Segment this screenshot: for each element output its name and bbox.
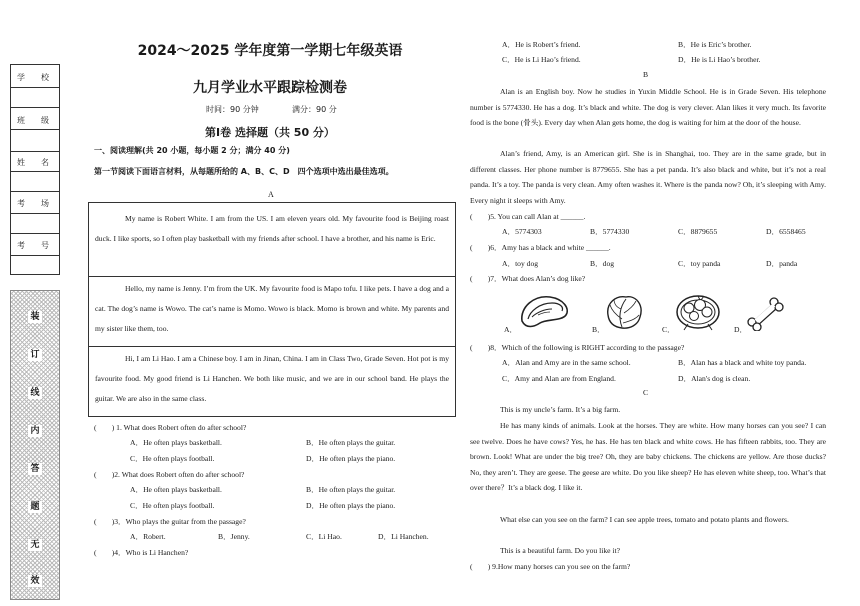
question-option[interactable]: B．5774330 — [590, 227, 630, 236]
field-exam-room: 考 场 — [17, 199, 53, 208]
question-option[interactable]: C．Li Hao. — [306, 532, 342, 541]
exam-time: 时间：90 分钟 — [206, 105, 259, 114]
seal-char: 订 — [30, 350, 40, 360]
question-stem: ( )2. What does Robert often do after school? — [94, 470, 245, 479]
exam-score: 满分：90 分 — [292, 105, 337, 114]
passage-a-paragraph: Hi, I am Li Hao. I am a Chinese boy. I am in Jinan, China. I am in Class Two, Grade Seven. Hot pot is my favourite food. My good friend is Li Hanchen. We both like music, and we are in our school band. He plays the guitar. We are also in the same class. — [95, 354, 449, 403]
question-option[interactable]: A．He often plays basketball. — [130, 485, 222, 494]
divider — [11, 129, 59, 130]
question-option[interactable]: A．He is Robert’s friend. — [502, 40, 581, 49]
divider — [11, 87, 59, 88]
question-option[interactable]: D．He often plays the piano. — [306, 501, 396, 510]
question-option[interactable]: A． — [504, 325, 518, 334]
question-option[interactable]: D．He is Li Hao’s brother. — [678, 55, 761, 64]
seal-char: 题 — [30, 502, 40, 512]
passage-c-paragraph: This is a beautiful farm. Do you like it? — [500, 546, 620, 555]
divider — [11, 151, 59, 152]
seal-char: 无 — [30, 540, 40, 550]
bone-icon[interactable] — [746, 297, 786, 331]
seal-line-strip — [10, 290, 60, 600]
passage-a-box — [88, 202, 456, 417]
question-option[interactable]: D．6558465 — [766, 227, 806, 236]
part-heading: 一、阅读理解(共 20 小题，每小题 2 分；满分 40 分) — [94, 146, 290, 155]
question-option[interactable]: B． — [592, 325, 605, 334]
passage-b-label: B — [643, 70, 649, 79]
student-info-box — [10, 64, 60, 275]
divider — [11, 233, 59, 234]
question-option[interactable]: D．He often plays the piano. — [306, 454, 396, 463]
question-stem: ( )6．Amy has a black and white ______. — [470, 243, 611, 252]
question-option[interactable]: C．Amy and Alan are from England. — [502, 374, 616, 383]
divider — [11, 107, 59, 108]
question-option[interactable]: D． — [734, 325, 748, 334]
question-stem: ( ) 9.How many horses can you see on the farm? — [470, 562, 631, 571]
question-option[interactable]: A．toy dog — [502, 259, 539, 268]
passage-c-paragraph: What else can you see on the farm? I can see apple trees, tomato and potato plants and flowers. — [500, 515, 789, 524]
divider — [89, 346, 455, 347]
divider — [11, 255, 59, 256]
question-stem: ( )3．Who plays the guitar from the passage? — [94, 517, 246, 526]
seal-char: 装 — [30, 312, 40, 322]
question-stem: ( ) 1. What does Robert often do after school? — [94, 423, 247, 432]
seal-char: 内 — [30, 426, 40, 436]
seal-char: 线 — [30, 388, 40, 398]
seal-char: 效 — [30, 576, 40, 586]
question-option[interactable]: D．Alan's dog is clean. — [678, 374, 751, 383]
divider — [11, 213, 59, 214]
question-option[interactable]: C．He often plays football. — [130, 501, 215, 510]
question-option[interactable]: C． — [662, 325, 675, 334]
vegetable-basket-icon[interactable] — [674, 290, 722, 334]
question-option[interactable]: C．He is Li Hao’s friend. — [502, 55, 581, 64]
field-class: 班 级 — [17, 116, 53, 125]
passage-c-paragraph: This is my uncle’s farm. It’s a big farm. — [500, 405, 621, 414]
question-option[interactable]: C．He often plays football. — [130, 454, 215, 463]
question-stem: ( )8．Which of the following is RIGHT according to the passage? — [470, 343, 685, 352]
question-option[interactable]: C．8879655 — [678, 227, 718, 236]
passage-c-label: C — [643, 388, 649, 397]
question-option[interactable]: B．He often plays the guitar. — [306, 438, 396, 447]
question-option[interactable]: B．He is Eric’s brother. — [678, 40, 752, 49]
passage-b-paragraph: Alan is an English boy. Now he studies in Yuxin Middle School. He is in Grade Seven. His telephone number is 5774330. He has a dog. It’s black and white. The dog is very clever. Alan likes it very much. Its favorite food is the bone (骨头). Every day when Alan gets home, the dog is waiting for him at the door of the house. — [470, 87, 826, 128]
question-stem: ( )4．Who is Li Hanchen? — [94, 548, 189, 557]
seal-char: 答 — [30, 464, 40, 474]
section-title: 第Ⅰ卷 选择题（共 50 分） — [205, 126, 335, 139]
field-school: 学 校 — [17, 73, 53, 82]
question-option[interactable]: D．panda — [766, 259, 798, 268]
exam-title-line1: 2024～2025 学年度第一学期七年级英语 — [137, 43, 403, 59]
question-option[interactable]: C．toy panda — [678, 259, 721, 268]
question-option[interactable]: A．5774303 — [502, 227, 542, 236]
passage-a-paragraph: My name is Robert White. I am from the US. I am eleven years old. My favourite food is Beijing roast duck. I like sports, so I often play basketball with my friends after school. I have a brother, and his name is Eric. — [95, 214, 449, 243]
question-option[interactable]: B．Jenny. — [218, 532, 250, 541]
question-option[interactable]: B．He often plays the guitar. — [306, 485, 396, 494]
divider — [11, 191, 59, 192]
question-stem: ( )5. You can call Alan at ______. — [470, 212, 586, 221]
question-option[interactable]: B．dog — [590, 259, 615, 268]
passage-a-label: A — [268, 190, 274, 199]
exam-title-line2: 九月学业水平跟踪检测卷 — [193, 80, 347, 96]
cabbage-icon[interactable] — [602, 291, 646, 333]
question-option[interactable]: A．He often plays basketball. — [130, 438, 222, 447]
divider — [89, 276, 455, 277]
divider — [11, 171, 59, 172]
steak-icon[interactable] — [516, 291, 572, 333]
passage-a-paragraph: Hello, my name is Jenny. I’m from the UK. My favourite food is Mapo tofu. I like pets. I have a dog and a cat. The dog’s name is Wowo. The cat’s name is Momo. Wowo is black. Momo is brown and white. My parents and my sister like them, too. — [95, 284, 449, 333]
field-name: 姓 名 — [17, 158, 53, 167]
passage-b-paragraph: Alan’s friend, Amy, is an American girl. She is in Shanghai, too. They are in the same grade, but in different classes. Her phone number is 8779655. She has a pet panda. It’s also black and white, but it’s not a real panda. It’s a toy. The panda is very clean. Amy often washes it. Where is the panda now? Oh, it’s sleeping with Amy. Every night it sleeps with Amy. — [470, 149, 826, 205]
question-option[interactable]: D．Li Hanchen. — [378, 532, 429, 541]
passage-c-paragraph: He has many kinds of animals. Look at the horses. They are white. How many horses can you see? I can see twelve. Does he have cows? Yes, he has. He has ten black and white cows. He has fifteen rabbits, too. They are brown. Look! What are under the big tree? Oh, they are baby chickens. The chickens are yellow. Are those ducks? No, they aren’t. They are geese. The geese are white. Do you like sheep? He has eleven white sheep, too. What’s that over there？It’s a black dog. I like it. — [470, 421, 826, 493]
question-option[interactable]: B．Alan has a black and white toy panda. — [678, 358, 807, 367]
part-instruction: 第一节阅读下面语言材料，从每题所给的 A、B、C、D 四个选项中选出最佳选项。 — [94, 167, 394, 176]
question-option[interactable]: A．Alan and Amy are in the same school. — [502, 358, 631, 367]
question-option[interactable]: A．Robert. — [130, 532, 166, 541]
question-stem: ( )7．What does Alan’s dog like? — [470, 274, 586, 283]
field-exam-number: 考 号 — [17, 241, 53, 250]
